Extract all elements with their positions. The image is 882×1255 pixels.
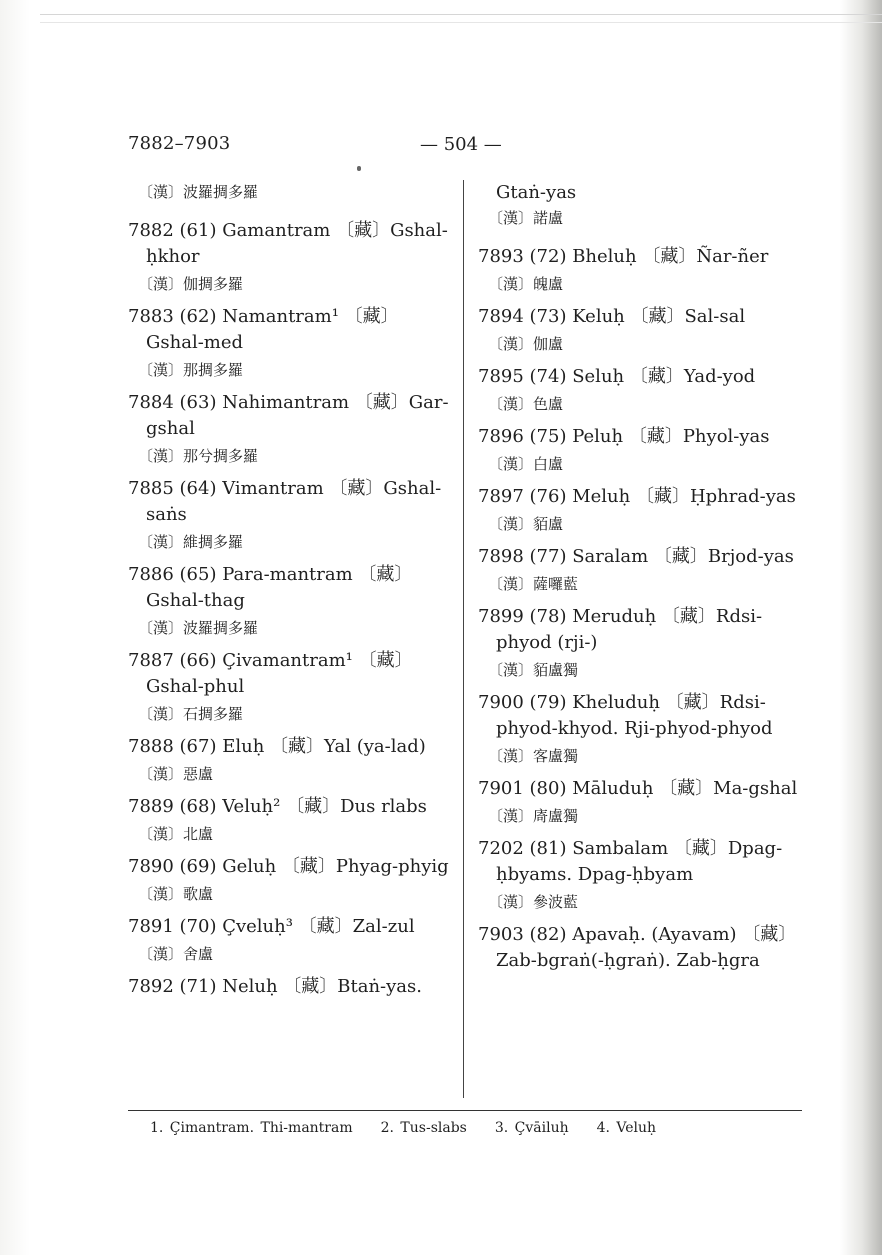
dictionary-entry — [128, 218, 454, 296]
top-edge-rule-faint — [40, 22, 882, 23]
entry-range-header: 7882–7903 — [128, 133, 231, 154]
continued-tibetan-line: Gtaṅ-yas — [496, 182, 577, 203]
entry-text: 7883 (62) Namantram¹ 〔藏〕Gshal-med — [128, 306, 399, 353]
chinese-equivalent: 〔漢〕那兮㨄多羅 — [138, 447, 259, 465]
footnote: 4. Veluḥ — [596, 1120, 657, 1136]
dictionary-entry — [478, 484, 808, 536]
entry-text: 7886 (65) Para-mantram 〔藏〕Gshal-thag — [128, 564, 413, 611]
right-column — [478, 180, 808, 982]
dictionary-entry — [128, 914, 454, 966]
footnotes — [150, 1120, 684, 1136]
dictionary-entry — [478, 544, 808, 596]
entry-text: 7900 (79) Kheluduḥ 〔藏〕Rdsi-phyod-khyod. Rji-phyod-phyod — [478, 692, 773, 739]
entry-text: 7885 (64) Vimantram 〔藏〕Gshal-saṅs — [128, 478, 442, 525]
right-entries — [478, 244, 808, 974]
chinese-equivalent: 〔漢〕伽盧 — [488, 335, 564, 353]
entry-text: 7894 (73) Keluḥ 〔藏〕Sal-sal — [478, 306, 746, 327]
entry-text: 7903 (82) Apavaḥ. (Ayavam) 〔藏〕Zab-bgraṅ(-ḥgraṅ). Zab-ḥgra — [478, 924, 797, 971]
entry-text: 7901 (80) Māluduḥ 〔藏〕Ma-gshal — [478, 778, 798, 799]
entry-text: 7884 (63) Nahimantram 〔藏〕Gar-gshal — [128, 392, 449, 439]
chinese-equivalent: 〔漢〕客盧獨 — [488, 747, 579, 765]
entry-text: 7896 (75) Peluḥ 〔藏〕Phyol-yas — [478, 426, 770, 447]
chinese-equivalent: 〔漢〕伽㨄多羅 — [138, 275, 244, 293]
dictionary-entry — [128, 648, 454, 726]
page-number: — 504 — — [420, 134, 502, 155]
chinese-equivalent: 〔漢〕魄盧 — [488, 275, 564, 293]
chinese-equivalent: 〔漢〕惡盧 — [138, 765, 214, 783]
entry-text: 7895 (74) Seluḥ 〔藏〕Yad-yod — [478, 366, 756, 387]
footnote: 1. Çimantram. Thi-mantram — [150, 1120, 353, 1136]
dictionary-entry — [478, 690, 808, 768]
entry-text: 7889 (68) Veluḥ² 〔藏〕Dus rlabs — [128, 796, 427, 817]
continued-han-line: 〔漢〕波羅㨄多羅 — [138, 183, 259, 201]
chinese-equivalent: 〔漢〕色盧 — [488, 395, 564, 413]
chinese-equivalent: 〔漢〕那㨄多羅 — [138, 361, 244, 379]
chinese-equivalent: 〔漢〕歌盧 — [138, 885, 214, 903]
dictionary-entry — [478, 424, 808, 476]
chinese-equivalent: 〔漢〕舍盧 — [138, 945, 214, 963]
dictionary-entry — [478, 244, 808, 296]
dictionary-entry — [128, 794, 454, 846]
entry-text: 7897 (76) Meluḥ 〔藏〕Ḥphrad-yas — [478, 486, 796, 507]
chinese-equivalent: 〔漢〕薩囉藍 — [488, 575, 579, 593]
chinese-equivalent: 〔漢〕㢊盧獨 — [488, 807, 579, 825]
entry-text: 7899 (78) Meruduḥ 〔藏〕Rdsi-phyod (rji-) — [478, 606, 763, 653]
entry-text: 7890 (69) Geluḥ 〔藏〕Phyag-phyig — [128, 856, 449, 877]
footnote-rule — [128, 1110, 802, 1111]
dictionary-entry — [478, 304, 808, 356]
chinese-equivalent: 〔漢〕波羅㨄多羅 — [138, 619, 259, 637]
dictionary-entry — [128, 476, 454, 554]
entry-text: 7202 (81) Sambalam 〔藏〕Dpag-ḥbyams. Dpag-ḥbyam — [478, 838, 783, 885]
chinese-equivalent: 〔漢〕維㨄多羅 — [138, 533, 244, 551]
chinese-equivalent: 〔漢〕貊盧 — [488, 515, 564, 533]
chinese-equivalent: 〔漢〕參波藍 — [488, 893, 579, 911]
top-edge-rule — [40, 14, 882, 15]
entry-text: 7898 (77) Saralam 〔藏〕Brjod-yas — [478, 546, 794, 567]
dictionary-entry — [128, 854, 454, 906]
entry-text: 7888 (67) Eluḥ 〔藏〕Yal (ya-lad) — [128, 736, 426, 757]
chinese-equivalent: 〔漢〕白盧 — [488, 455, 564, 473]
continued-han-line: 〔漢〕諾盧 — [488, 209, 564, 227]
left-column — [128, 180, 454, 1008]
footnote: 2. Tus-slabs — [380, 1120, 467, 1136]
footnote: 3. Çvāiluḥ — [494, 1120, 569, 1136]
dictionary-entry — [128, 974, 454, 1000]
entry-text: 7887 (66) Çivamantram¹ 〔藏〕Gshal-phul — [128, 650, 413, 697]
entry-text: 7882 (61) Gamantram 〔藏〕Gshal-ḥkhor — [128, 220, 448, 267]
dictionary-entry — [128, 390, 454, 468]
entry-text: 7891 (70) Çveluḥ³ 〔藏〕Zal-zul — [128, 916, 415, 937]
entry-text: 7893 (72) Bheluḥ 〔藏〕Ñar-ñer — [478, 246, 769, 267]
dictionary-entry — [478, 776, 808, 828]
ink-dot — [357, 166, 361, 171]
dictionary-entry — [478, 364, 808, 416]
chinese-equivalent: 〔漢〕石㨄多羅 — [138, 705, 244, 723]
dictionary-entry — [128, 304, 454, 382]
left-entries — [128, 218, 454, 1000]
chinese-equivalent: 〔漢〕北盧 — [138, 825, 214, 843]
dictionary-entry — [128, 562, 454, 640]
dictionary-entry — [478, 604, 808, 682]
column-divider — [463, 180, 464, 1098]
entry-text: 7892 (71) Neluḥ 〔藏〕Btaṅ-yas. — [128, 976, 422, 997]
dictionary-entry — [478, 922, 808, 974]
chinese-equivalent: 〔漢〕貊盧獨 — [488, 661, 579, 679]
dictionary-entry — [128, 734, 454, 786]
dictionary-entry — [478, 836, 808, 914]
